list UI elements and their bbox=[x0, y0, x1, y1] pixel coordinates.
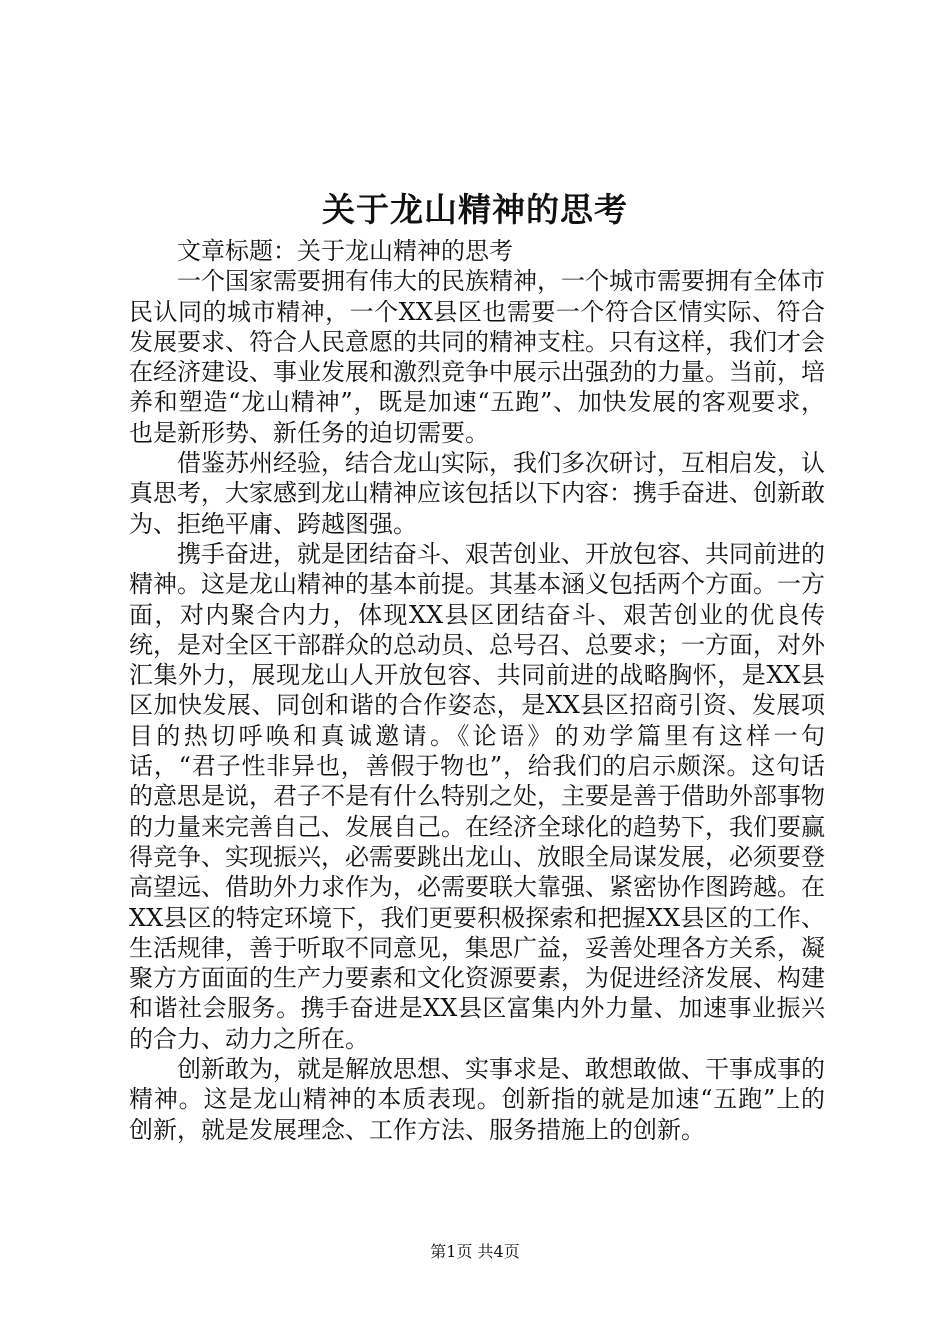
paragraph-xieshou-fenjin: 携手奋进，就是团结奋斗、艰苦创业、开放包容、共同前进的精神。这是龙山精神的基本前提。其基本涵义包括两个方面。一方面，对内聚合内力，体现XX县区团结奋斗、艰苦创业的优良传统，是对全区干部群众的总动员、总号召、总要求；一方面，对外汇集外力，展现龙山人开放包容、共同前进的战略胸怀，是XX县区加快发展、同创和谐的合作姿态，是XX县区招商引资、发展项目的热切呼唤和真诚邀请。《论语》的劝学篇里有这样一句话，“君子性非异也，善假于物也”，给我们的启示颇深。这句话的意思是说，君子不是有什么特别之处，主要是善于借助外部事物的力量来完善自己、发展自己。在经济全球化的趋势下，我们要赢得竞争、实现振兴，必需要跳出龙山、放眼全局谋发展，必须要登高望远、借助外力求作为，必需要联大靠强、紧密协作图跨越。在XX县区的特定环境下，我们更要积极探索和把握XX县区的工作、生活规律，善于听取不同意见，集思广益，妥善处理各方关系，凝聚方方面面的生产力要素和文化资源要素，为促进经济发展、构建和谐社会服务。携手奋进是XX县区富集内外力量、加速事业振兴的合力、动力之所在。 bbox=[129, 539, 825, 1053]
document-body bbox=[129, 236, 825, 1145]
document-title: 关于龙山精神的思考 bbox=[322, 190, 628, 229]
article-title-line: 文章标题：关于龙山精神的思考 bbox=[177, 237, 513, 265]
paragraph-content-summary: 借鉴苏州经验，结合龙山实际，我们多次研讨，互相启发，认真思考，大家感到龙山精神应该包括以下内容：携手奋进、创新敢为、拒绝平庸、跨越图强。 bbox=[129, 449, 825, 538]
paragraph-intro: 一个国家需要拥有伟大的民族精神，一个城市需要拥有全体市民认同的城市精神，一个XX县区也需要一个符合区情实际、符合发展要求、符合人民意愿的共同的精神支柱。只有这样，我们才会在经济建设、事业发展和激烈竞争中展示出强劲的力量。当前，培养和塑造“龙山精神”，既是加速“五跑”、加快发展的客观要求，也是新形势、新任务的迫切需要。 bbox=[129, 267, 825, 447]
page-footer: 第1页 共4页 bbox=[430, 1242, 520, 1261]
paragraph-chuangxin-ganwei: 创新敢为，就是解放思想、实事求是、敢想敢做、干事成事的精神。这是龙山精神的本质表现。创新指的就是加速“五跑”上的创新，就是发展理念、工作方法、服务措施上的创新。 bbox=[129, 1055, 825, 1144]
